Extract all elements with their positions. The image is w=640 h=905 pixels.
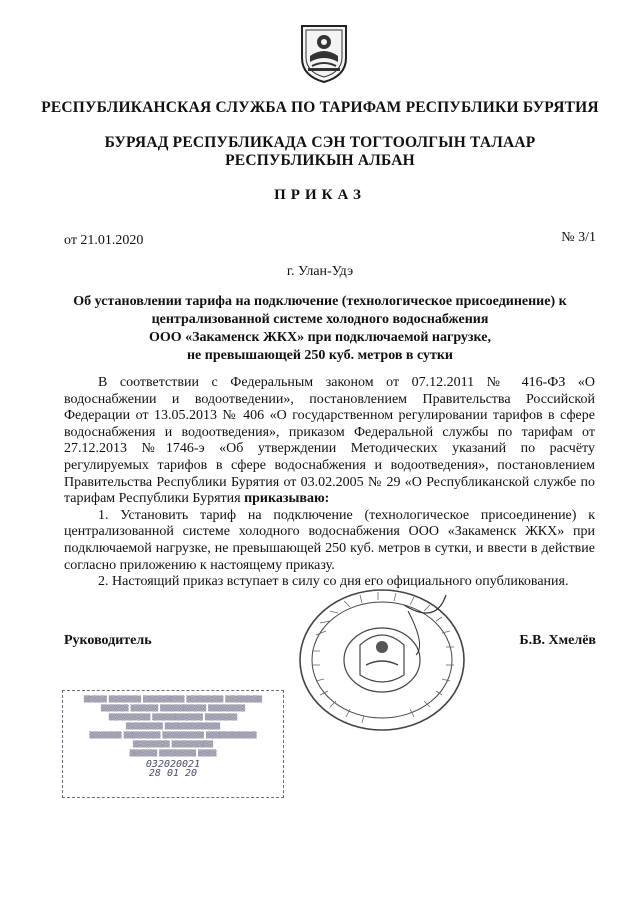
stamp-text-line: ▒▒▒▒▒▒ ▒▒▒▒▒▒▒▒ ▒▒▒▒ bbox=[129, 750, 217, 757]
official-round-seal bbox=[296, 585, 468, 735]
order-number: № 3/1 bbox=[561, 230, 596, 245]
agency-name-bua-line2: РЕСПУБЛИКЫН АЛБАН bbox=[225, 152, 415, 169]
stamp-text-line: ▒▒▒▒▒▒▒▒▒ ▒▒▒▒▒▒▒▒▒▒▒ ▒▒▒▒▒▒▒ bbox=[108, 714, 238, 721]
signatory-name: Б.В. Хмелёв bbox=[519, 633, 596, 648]
order-title-line: не превышающей 250 куб. метров в сутки bbox=[186, 348, 454, 363]
order-place: г. Улан-Удэ bbox=[286, 264, 354, 279]
preamble-text: В соответствии с Федеральным законом от 07.12.2011 № 416-ФЗ «О водоснабжении и водоотведении», постановлением Правительства Российской Федерации от 13.05.2013 № 406 «О государственном регулировании тарифов в сфере водоснабжения и водоотведения», приказом Федеральной службы по тарифам от 27.12.2013 №1746-э «Об утверждении Методических указаний по расчёту регулируемых тарифов в сфере водоснабжения и водоотведения», постановлением Правительства Республики Бурятия от 03.02.2005 № 29 «О Республиканской службе по тарифам Республики Бурятия bbox=[64, 375, 595, 507]
order-item-2: 2. Настоящий приказ вступает в силу со дня его официального опубликования. bbox=[98, 574, 569, 590]
order-title-line: централизованной системе холодного водоснабжения bbox=[151, 312, 489, 327]
stamp-text-line: ▒▒▒▒▒▒▒▒ ▒▒▒▒▒▒▒▒▒ bbox=[132, 741, 214, 748]
order-item-1: 1. Установить тариф на подключение (технологическое присоединение) к централизованной системе холодного водоснабжения ООО «Закаменск ЖКХ» при подключаемой нагрузке, не превышающей 250 куб. метров в сутки, и ввести в действие согласно приложению к настоящему приказу. bbox=[64, 507, 595, 573]
preamble-command: приказываю: bbox=[244, 491, 330, 507]
order-title-line: Об установлении тарифа на подключение (технологическое присоединение) к bbox=[73, 294, 567, 309]
order-title-line: ООО «Закаменск ЖКХ» при подключаемой нагрузке, bbox=[149, 330, 491, 345]
stamp-text-line: ▒▒▒▒▒ ▒▒▒▒▒▒▒ ▒▒▒▒▒▒▒▒▒ ▒▒▒▒▒▒▒▒ ▒▒▒▒▒▒▒▒ bbox=[83, 696, 263, 703]
stamp-registration-date: 28 01 20 bbox=[148, 768, 198, 779]
signatory-position: Руководитель bbox=[64, 633, 152, 648]
stamp-text-line: ▒▒▒▒▒▒▒ ▒▒▒▒▒▒▒▒ ▒▒▒▒▒▒▒▒▒ ▒▒▒▒▒▒▒▒▒▒▒ bbox=[89, 732, 257, 739]
order-title bbox=[60, 293, 580, 365]
order-date: от 21.01.2020 bbox=[64, 233, 144, 248]
registration-stamp bbox=[62, 690, 284, 798]
stamp-text-line: ▒▒▒▒▒▒ ▒▒▒▒▒▒ ▒▒▒▒▒▒▒▒▒▒ ▒▒▒▒▒▒▒▒ bbox=[100, 705, 246, 712]
preamble-paragraph bbox=[64, 375, 595, 508]
stamp-text-line: ▒▒▒▒▒▒▒▒ ▒▒▒▒▒▒▒▒▒▒▒▒ bbox=[125, 723, 221, 730]
agency-name-bua-line1: БУРЯАД РЕСПУБЛИКАДА СЭН ТОГТООЛГЫН ТАЛААР bbox=[104, 134, 536, 151]
coat-of-arms-emblem bbox=[298, 22, 350, 84]
agency-name-ru: РЕСПУБЛИКАНСКАЯ СЛУЖБА ПО ТАРИФАМ РЕСПУБЛИКИ БУРЯТИЯ bbox=[41, 99, 599, 116]
stamp-registration-number: 032020021 bbox=[145, 759, 201, 770]
order-body bbox=[64, 375, 595, 591]
document-type: ПРИКАЗ bbox=[274, 187, 366, 203]
